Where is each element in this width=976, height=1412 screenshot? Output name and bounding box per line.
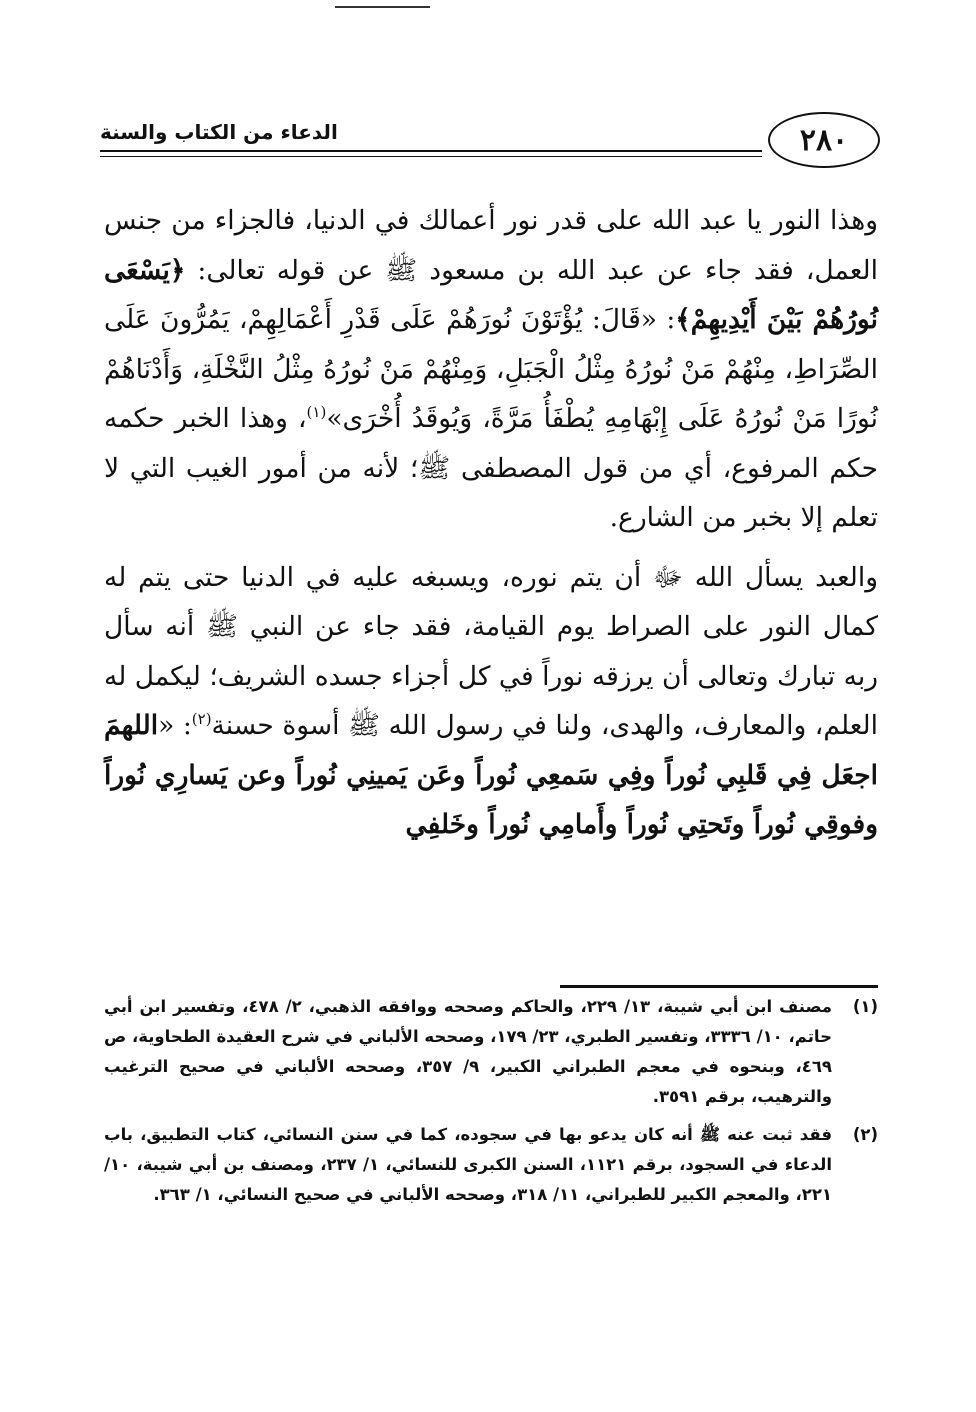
dua-text: اللهمَ اجعَل فِي قَلبِي نُوراً وفِي سَمعِي نُوراً وعَن يَمينِي نُوراً وعن يَسارِي نُوراً وفوقِي نُوراً وتَحتِي نُوراً وأَمامِي نُوراً وخَلفِي bbox=[104, 710, 878, 840]
paragraph-1 bbox=[104, 196, 878, 543]
header-rule bbox=[100, 150, 762, 152]
footnote-number: (١) bbox=[852, 997, 878, 1016]
footnote-2 bbox=[104, 1120, 878, 1210]
header-rule-thin bbox=[100, 156, 762, 157]
footnote-number: (٢) bbox=[852, 1125, 878, 1144]
footnote-ref-2[interactable]: (٢) bbox=[191, 710, 212, 729]
footnote-text: فقد ثبت عنه ﷺ أنه كان يدعو بها في سجوده، كما في سنن النسائي، كتاب التطبيق، باب الدعاء في السجود، برقم ١١٢١، السنن الكبرى للنسائي، ١/ ٢٣٧، ومصنف بن أبي شيبة، ١٠/ ٢٢١، والمعجم الكبير للطبراني، ١١/ ٣١٨، وصححه الألباني في صحيح النسائي، ١/ ٣٦٣. bbox=[104, 1125, 832, 1204]
text-span: وهذا النور يا عبد الله على قدر نور أعمالك في الدنيا، فالجزاء من جنس العمل، فقد جاء عن عبد الله بن مسعود ﷺ عن قوله تعالى: bbox=[104, 205, 878, 286]
text-span: : « bbox=[158, 710, 192, 741]
footnote-text: مصنف ابن أبي شيبة، ١٣/ ٢٢٩، والحاكم وصححه ووافقه الذهبي، ٢/ ٤٧٨، وتفسير ابن أبي حاتم، ١٠/ ٣٣٣٦، وتفسير الطبري، ٢٣/ ١٧٩، وصححه الألباني في شرح العقيدة الطحاوية، ص ٤٦٩، وبنحوه في معجم الطبراني الكبير، ٩/ ٣٥٧، وصححه الألباني في صحيح الترغيب والترهيب، برقم ٣٥٩١. bbox=[104, 997, 833, 1106]
page-header bbox=[100, 112, 880, 172]
footnote-ref-1[interactable]: (١) bbox=[306, 403, 327, 422]
text-span: ، وهذا الخبر حكمه حكم المرفوع، أي من قول المصطفى ﷺ؛ لأنه من أمور الغيب التي لا تعلم إلا بخبر من الشارع. bbox=[104, 403, 878, 533]
quran-verse: ﴿يَسْعَى نُورُهُمْ بَيْنَ أَيْدِيهِمْ﴾ bbox=[104, 254, 878, 335]
top-rule bbox=[335, 6, 430, 8]
text-span: والعبد يسأل الله ﷻ أن يتم نوره، ويسبغه عليه في الدنيا حتى يتم له كمال النور على الصراط يوم القيامة، فقد جاء عن النبي ﷺ أنه سأل ربه تبارك وتعالى أن يرزقه نوراً في كل أجزاء جسده الشريف؛ ليكمل له العلم، والمعارف، والهدى، ولنا في رسول الله ﷺ أسوة حسنة bbox=[104, 561, 878, 741]
main-text bbox=[104, 196, 878, 850]
paragraph-2 bbox=[104, 553, 878, 850]
text-span: : «قَالَ: يُؤْتَوْنَ نُورَهُمْ عَلَى قَدْرِ أَعْمَالِهِمْ، يَمُرُّونَ عَلَى الصِّرَاطِ، مِنْهُمْ مَنْ نُورُهُ مِثْلُ الْجَبَلِ، وَمِنْهُمْ مَنْ نُورُهُ مِثْلُ النَّخْلَةِ، وَأَدْنَاهُمْ نُورًا مَنْ نُورُهُ عَلَى إِبْهَامِهِ يُطْفَأُ مَرَّةً، وَيُوقَدُ أُخْرَى» bbox=[104, 304, 879, 434]
footnote-separator bbox=[560, 985, 878, 988]
running-title: الدعاء من الكتاب والسنة bbox=[100, 120, 338, 144]
footnotes bbox=[104, 992, 878, 1210]
page-number: ٢٨٠ bbox=[768, 112, 880, 168]
footnote-1 bbox=[104, 992, 878, 1112]
